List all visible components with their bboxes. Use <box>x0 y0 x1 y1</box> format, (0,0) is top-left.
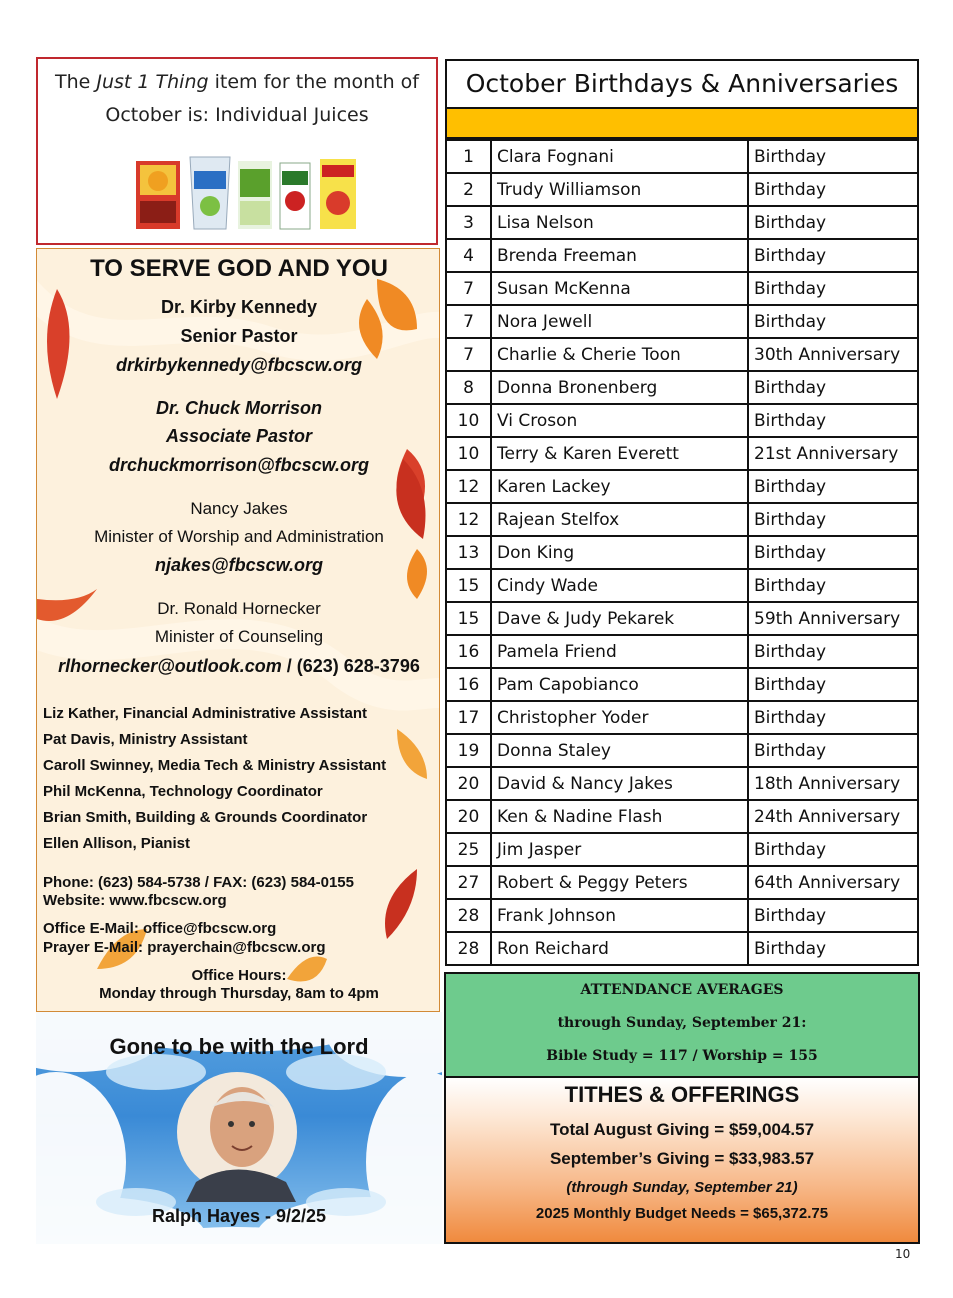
name-cell: Terry & Karen Everett <box>491 437 748 470</box>
just-one-thing-line2: October is: Individual Juices <box>105 104 369 126</box>
name-cell: Vi Croson <box>491 404 748 437</box>
pastor1-email[interactable]: drkirbykennedy@fbcscw.org <box>116 355 362 375</box>
day-cell: 19 <box>446 734 491 767</box>
table-row <box>446 140 918 173</box>
name-cell: Jim Jasper <box>491 833 748 866</box>
name-cell: Clara Fognani <box>491 140 748 173</box>
pastor4-role: Minister of Counseling <box>154 627 324 646</box>
event-cell: Birthday <box>748 569 918 602</box>
pastor2-email[interactable]: drchuckmorrison@fbcscw.org <box>109 455 369 475</box>
pastor4-contact <box>37 656 440 677</box>
day-cell: 13 <box>446 536 491 569</box>
day-cell: 28 <box>446 899 491 932</box>
day-cell: 15 <box>446 602 491 635</box>
day-cell: 7 <box>446 305 491 338</box>
name-cell: Don King <box>491 536 748 569</box>
name-cell: Christopher Yoder <box>491 701 748 734</box>
table-row <box>446 635 918 668</box>
birthdays-title: October Birthdays & Anniversaries <box>445 59 919 107</box>
table-row <box>446 239 918 272</box>
table-row <box>446 767 918 800</box>
day-cell: 20 <box>446 767 491 800</box>
page-number: 10 <box>895 1247 911 1261</box>
event-cell: Birthday <box>748 305 918 338</box>
name-cell: Pamela Friend <box>491 635 748 668</box>
table-row <box>446 503 918 536</box>
name-cell: Robert & Peggy Peters <box>491 866 748 899</box>
tithes-box <box>444 1078 920 1244</box>
event-cell: Birthday <box>748 635 918 668</box>
pastor3-email[interactable]: njakes@fbcscw.org <box>155 555 323 575</box>
birthdays-table <box>445 139 919 966</box>
table-row <box>446 272 918 305</box>
event-cell: Birthday <box>748 206 918 239</box>
table-row <box>446 668 918 701</box>
table-row <box>446 932 918 965</box>
staff-item: Brian Smith, Building & Grounds Coordinator <box>43 809 368 826</box>
name-cell: Ken & Nadine Flash <box>491 800 748 833</box>
birthdays-anniversaries-panel <box>445 59 919 966</box>
day-cell: 16 <box>446 635 491 668</box>
day-cell: 1 <box>446 140 491 173</box>
pastor1-role: Senior Pastor <box>180 326 298 346</box>
event-cell: Birthday <box>748 701 918 734</box>
day-cell: 3 <box>446 206 491 239</box>
day-cell: 12 <box>446 470 491 503</box>
name-cell: Frank Johnson <box>491 899 748 932</box>
event-cell: Birthday <box>748 173 918 206</box>
event-cell: Birthday <box>748 272 918 305</box>
table-row <box>446 173 918 206</box>
day-cell: 15 <box>446 569 491 602</box>
table-row <box>446 602 918 635</box>
memorial-name: Ralph Hayes - 9/2/25 <box>151 1206 327 1226</box>
name-cell: Donna Staley <box>491 734 748 767</box>
table-row <box>446 305 918 338</box>
day-cell: 4 <box>446 239 491 272</box>
name-cell: Nora Jewell <box>491 305 748 338</box>
prayer-email-line[interactable]: Prayer E-Mail: prayerchain@fbcscw.org <box>43 939 326 956</box>
name-cell: David & Nancy Jakes <box>491 767 748 800</box>
table-row <box>446 371 918 404</box>
day-cell: 8 <box>446 371 491 404</box>
just-one-thing-pre: The <box>54 71 97 93</box>
phone-line: Phone: (623) 584-5738 / FAX: (623) 584-0155 <box>43 874 354 891</box>
attendance-title: ATTENDANCE AVERAGES <box>580 982 784 998</box>
just-one-thing-box <box>36 57 438 245</box>
event-cell: 59th Anniversary <box>748 602 918 635</box>
name-cell: Pam Capobianco <box>491 668 748 701</box>
juice-boxes-image <box>134 151 359 233</box>
event-cell: Birthday <box>748 668 918 701</box>
pastor2-role: Associate Pastor <box>165 426 313 446</box>
day-cell: 20 <box>446 800 491 833</box>
name-cell: Rajean Stelfox <box>491 503 748 536</box>
day-cell: 7 <box>446 338 491 371</box>
staff-directory-box <box>36 248 440 1012</box>
attendance-box <box>444 972 920 1078</box>
august-giving: Total August Giving = $59,004.57 <box>549 1120 815 1139</box>
just-one-thing-line1 <box>38 66 436 99</box>
name-cell: Trudy Williamson <box>491 173 748 206</box>
day-cell: 16 <box>446 668 491 701</box>
table-row <box>446 866 918 899</box>
event-cell: Birthday <box>748 404 918 437</box>
staff-item: Caroll Swinney, Media Tech & Ministry Assistant <box>43 757 387 774</box>
name-cell: Cindy Wade <box>491 569 748 602</box>
name-cell: Susan McKenna <box>491 272 748 305</box>
event-cell: Birthday <box>748 899 918 932</box>
event-cell: 30th Anniversary <box>748 338 918 371</box>
event-cell: Birthday <box>748 371 918 404</box>
event-cell: 21st Anniversary <box>748 437 918 470</box>
event-cell: Birthday <box>748 239 918 272</box>
pastor1-name: Dr. Kirby Kennedy <box>160 297 318 317</box>
office-hours-text: Monday through Thursday, 8am to 4pm <box>99 985 379 1002</box>
event-cell: Birthday <box>748 140 918 173</box>
event-cell: Birthday <box>748 536 918 569</box>
day-cell: 10 <box>446 404 491 437</box>
table-row <box>446 338 918 371</box>
name-cell: Dave & Judy Pekarek <box>491 602 748 635</box>
september-giving: September’s Giving = $33,983.57 <box>549 1149 815 1168</box>
name-cell: Lisa Nelson <box>491 206 748 239</box>
event-cell: Birthday <box>748 932 918 965</box>
pastor4-name: Dr. Ronald Hornecker <box>157 599 321 618</box>
memorial-box <box>36 1012 442 1244</box>
staff-item: Phil McKenna, Technology Coordinator <box>43 783 323 800</box>
name-cell: Brenda Freeman <box>491 239 748 272</box>
day-cell: 28 <box>446 932 491 965</box>
pastor2-name: Dr. Chuck Morrison <box>155 398 323 418</box>
table-row <box>446 206 918 239</box>
giving-through: (through Sunday, September 21) <box>566 1179 798 1196</box>
just-one-thing-italic: Just 1 Thing <box>96 71 209 93</box>
table-row <box>446 404 918 437</box>
table-row <box>446 536 918 569</box>
pastor3-role: Minister of Worship and Administration <box>94 527 384 546</box>
budget-needs: 2025 Monthly Budget Needs = $65,372.75 <box>535 1205 829 1222</box>
table-row <box>446 800 918 833</box>
day-cell: 2 <box>446 173 491 206</box>
event-cell: Birthday <box>748 734 918 767</box>
name-cell: Ron Reichard <box>491 932 748 965</box>
day-cell: 7 <box>446 272 491 305</box>
attendance-figures: Bible Study = 117 / Worship = 155 <box>546 1048 818 1064</box>
event-cell: Birthday <box>748 470 918 503</box>
day-cell: 27 <box>446 866 491 899</box>
event-cell: Birthday <box>748 833 918 866</box>
staff-item: Pat Davis, Ministry Assistant <box>43 731 248 748</box>
day-cell: 17 <box>446 701 491 734</box>
day-cell: 25 <box>446 833 491 866</box>
just-one-thing-post: item for the month of <box>208 71 419 93</box>
name-cell: Donna Bronenberg <box>491 371 748 404</box>
event-cell: 24th Anniversary <box>748 800 918 833</box>
day-cell: 10 <box>446 437 491 470</box>
table-row <box>446 437 918 470</box>
pastor4-phone: / (623) 628-3796 <box>281 656 420 676</box>
gold-header-bar <box>445 107 919 139</box>
table-row <box>446 569 918 602</box>
staff-item: Liz Kather, Financial Administrative Assistant <box>43 705 367 722</box>
memorial-title: Gone to be with the Lord <box>109 1034 369 1059</box>
office-email-line[interactable]: Office E-Mail: office@fbcscw.org <box>43 920 277 937</box>
day-cell: 12 <box>446 503 491 536</box>
table-row <box>446 734 918 767</box>
pastor3-name: Nancy Jakes <box>190 499 288 518</box>
event-cell: Birthday <box>748 503 918 536</box>
tithes-title: TITHES & OFFERINGS <box>564 1082 800 1107</box>
name-cell: Karen Lackey <box>491 470 748 503</box>
staff-item: Ellen Allison, Pianist <box>43 835 190 852</box>
serve-title: TO SERVE GOD AND YOU <box>90 255 388 282</box>
pastor4-email[interactable]: rlhornecker@outlook.com <box>58 656 282 676</box>
website-line[interactable]: Website: www.fbcscw.org <box>43 892 227 909</box>
table-row <box>446 701 918 734</box>
table-row <box>446 470 918 503</box>
event-cell: 64th Anniversary <box>748 866 918 899</box>
table-row <box>446 899 918 932</box>
table-row <box>446 833 918 866</box>
name-cell: Charlie & Cherie Toon <box>491 338 748 371</box>
event-cell: 18th Anniversary <box>748 767 918 800</box>
attendance-through: through Sunday, September 21: <box>557 1015 807 1031</box>
office-hours-title: Office Hours: <box>191 967 287 984</box>
